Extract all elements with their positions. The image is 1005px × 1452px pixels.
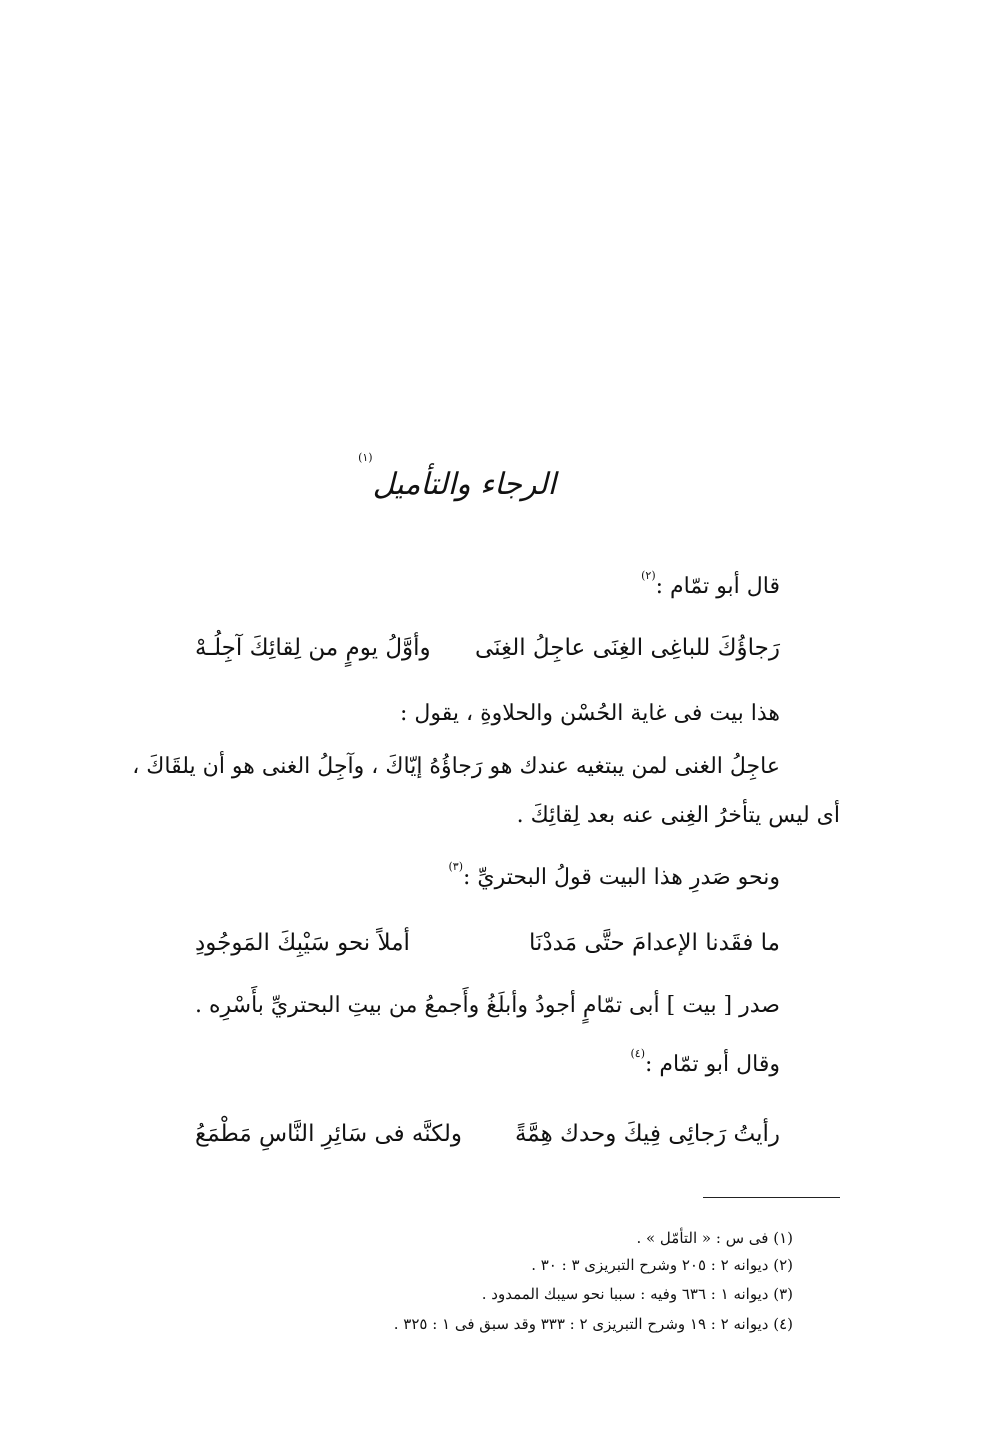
footnote-2: (٢) ديوانه ٢ : ٢٠٥ وشرح التبريزى ٣ : ٣٠ . [531,1256,793,1274]
poet-intro-3 [630,1047,780,1077]
footnote-4: (٤) ديوانه ٢ : ١٩ وشرح التبريزى ٢ : ٣٣٣ وقد سبق فى ١ : ٣٢٥ . [393,1315,793,1333]
verse-1-first-hemistich: رَجاؤُكَ للباغِى الغِنَى عاجِلُ الغِنَى [475,635,780,661]
poet-intro-1-text: قال أبو تمّام : [655,574,780,599]
chapter-title-text: الرجاء والتأميل [372,467,556,502]
footnote-1: (١) فى س : « التأمّل » . [636,1229,793,1247]
verse-3-second-hemistich: ولكنَّه فى سَائِرِ النَّاسِ مَطْمَعُ [195,1121,463,1147]
paragraph-2: عاجِلُ الغنى لمن يبتغيه عندك هو رَجاؤُهُ إيّاكَ ، وآجِلُ الغنى هو أن يلقَاكَ ، [132,754,780,779]
chapter-title [330,451,590,502]
verse-3-first-hemistich: رأيتُ رَجائِى فِيكَ وحدك هِمَّةً [514,1121,780,1147]
footnote-3: (٣) ديوانه ١ : ٦٣٦ وفيه : سببا نحو سيبك الممدود . [481,1285,793,1303]
verse-1-second-hemistich: وأوَّلُ يومٍ من لِقائِكَ آجِلُـهْ [195,635,431,661]
poet-intro-3-text: وقال أبو تمّام : [645,1052,780,1077]
footnote-divider [703,1197,840,1198]
paragraph-1: هذا بيت فى غاية الحُسْن والحلاوةِ ، يقول : [400,701,780,726]
footnote-ref-2: (٢) [641,569,656,582]
poet-intro-1 [641,569,780,599]
poet-intro-2-text: ونحو صَدرِ هذا البيت قولُ البحتريِّ : [462,865,780,890]
footnote-ref-3: (٣) [448,860,463,873]
footnote-ref-1: (١) [358,451,373,464]
footnote-ref-4: (٤) [630,1047,645,1060]
verse-2-second-hemistich: أملاً نحو سَيْبِكَ المَوجُودِ [195,930,410,956]
verse-2-first-hemistich: ما فقَدنا الإعدامَ حتَّى مَددْنَا [529,930,780,956]
paragraph-3: أى ليس يتأخرُ الغِنى عنه بعد لِقائِكَ . [516,803,840,828]
poet-intro-2 [448,860,780,890]
paragraph-4: صدر [ بيت ] أبى تمّامٍ أجودُ وأبلَغُ وأَجمعُ من بيتِ البحتريِّ بأَسْرِه . [195,993,780,1018]
